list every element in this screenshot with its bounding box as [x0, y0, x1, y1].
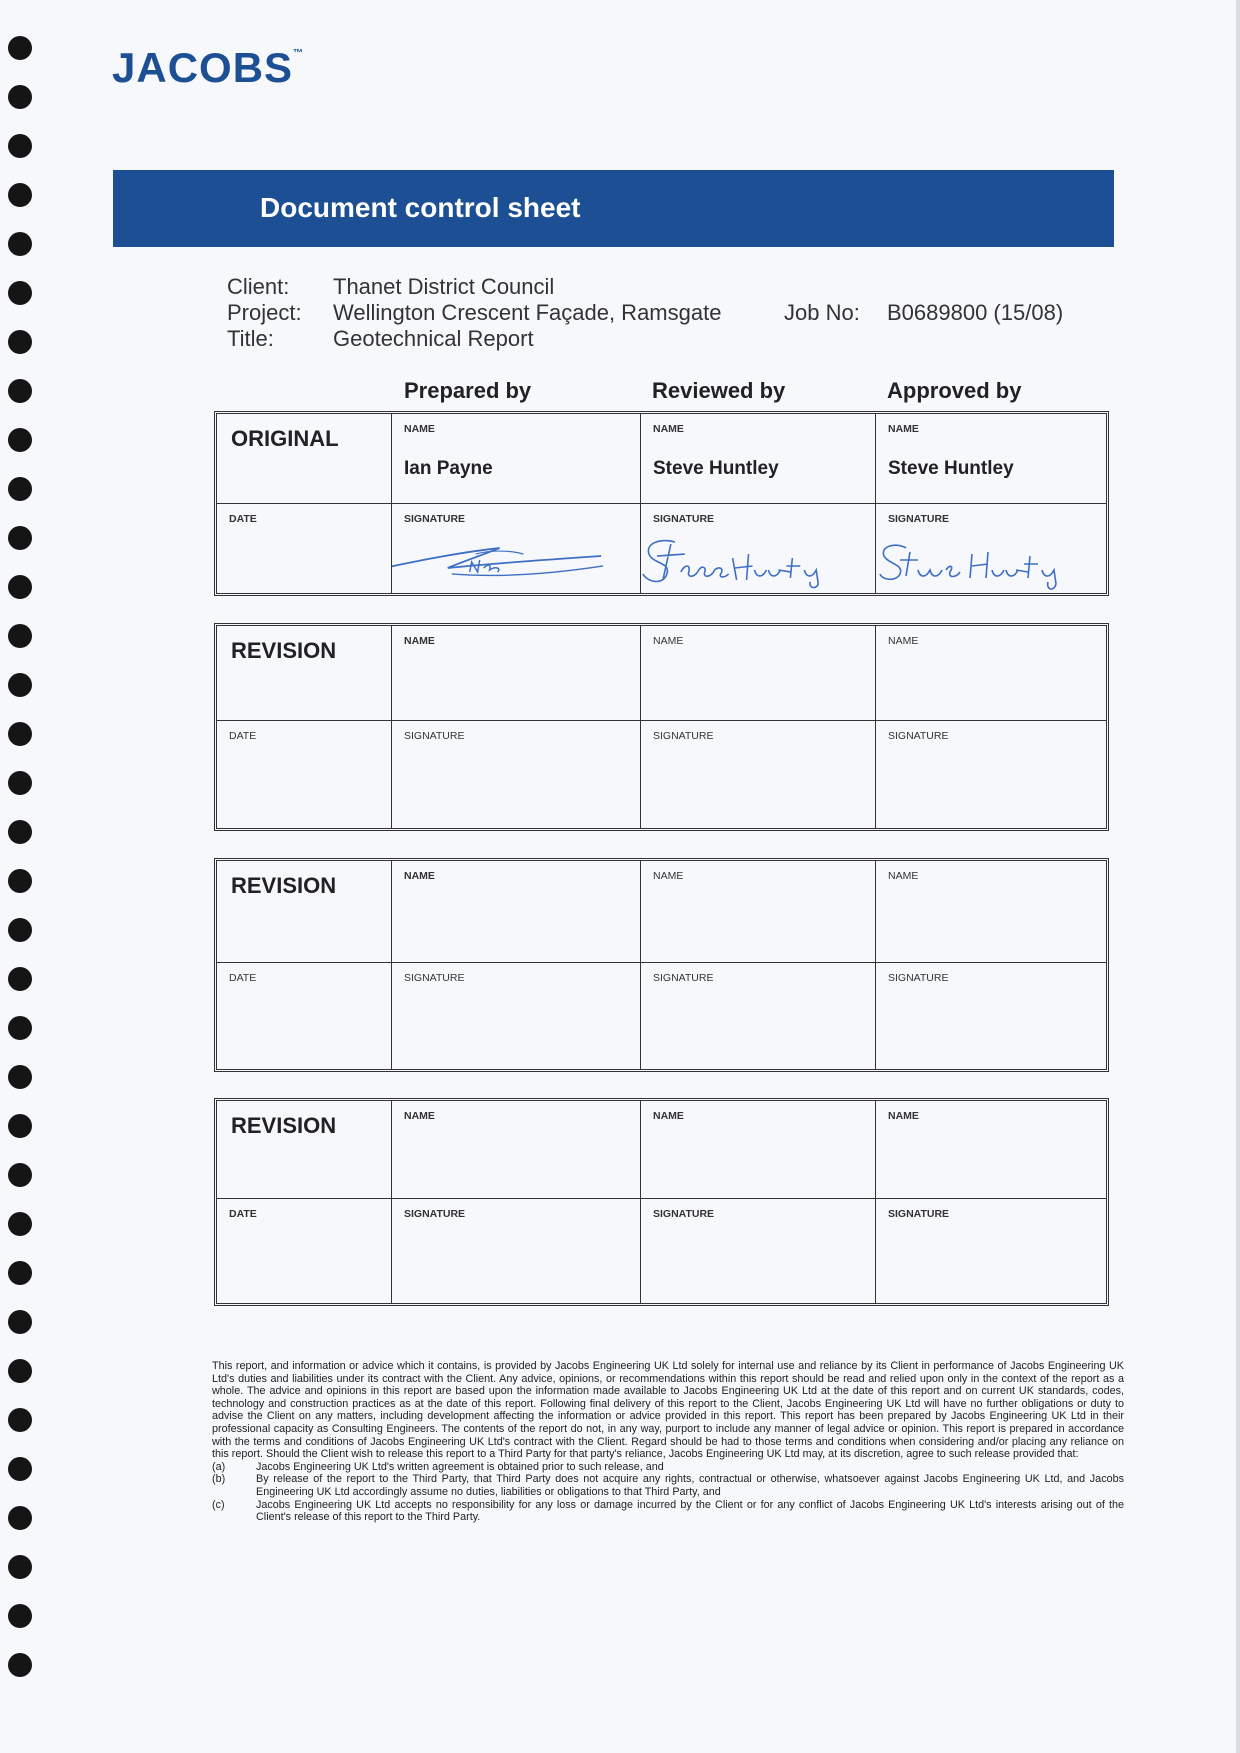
signature-label: SIGNATURE: [888, 730, 949, 742]
original-name-row: [217, 414, 1106, 504]
binder-hole: [8, 673, 32, 697]
approved-name: Steve Huntley: [888, 458, 1014, 479]
prepared-signature: [392, 534, 640, 594]
binder-hole: [8, 575, 32, 599]
binder-hole: [8, 183, 32, 207]
revision-label: REVISION: [231, 638, 337, 663]
disclaimer-item: [212, 1473, 1124, 1498]
prepared-name-cell: [392, 861, 641, 962]
prepared-signature-cell: [392, 963, 641, 1069]
disclaimer-item-text: Jacobs Engineering UK Ltd's written agreement is obtained prior to such release, and: [256, 1460, 664, 1473]
name-label: NAME: [888, 1110, 919, 1122]
job-number-label: Job No:: [784, 300, 860, 325]
title-label: Title:: [227, 326, 274, 351]
binder-hole: [8, 1555, 32, 1579]
disclaimer-item: [212, 1461, 1124, 1474]
revision-name-row: [217, 626, 1106, 721]
binder-hole: [8, 1163, 32, 1187]
binder-hole: [8, 36, 32, 60]
signature-label: SIGNATURE: [653, 1208, 715, 1220]
name-label: NAME: [888, 635, 919, 647]
reviewed-signature-cell: [641, 721, 876, 828]
signature-label: SIGNATURE: [653, 972, 714, 984]
prepared-name-cell: [392, 1101, 641, 1198]
approved-by-header: Approved by: [887, 378, 1022, 403]
binder-hole: [8, 624, 32, 648]
original-block: [214, 411, 1109, 596]
disclaimer-item-key: (c): [212, 1498, 225, 1511]
revision-block: [214, 623, 1109, 831]
revision-name-row: [217, 1101, 1106, 1199]
reviewed-name-cell: [641, 861, 876, 962]
approved-name-cell: [876, 861, 1106, 962]
date-label: DATE: [229, 730, 257, 742]
page-title: Document control sheet: [260, 192, 581, 223]
disclaimer-item-text: By release of the report to the Third Party, that Third Party does not acquire any rights, contractual or otherwise, whatsoever against Jacobs Engineering UK Ltd, and Jacobs Engineering UK Ltd accordingly assume no duties, liabilities or obligations to that Third Party, and: [256, 1473, 1124, 1498]
binder-hole: [8, 1212, 32, 1236]
signature-label: SIGNATURE: [653, 730, 714, 742]
binder-hole: [8, 330, 32, 354]
logo-trademark: ™: [293, 48, 305, 59]
client-value: Thanet District Council: [333, 274, 555, 299]
original-signature-row: [217, 504, 1106, 593]
prepared-signature-cell: [392, 721, 641, 828]
approved-name-cell: [876, 414, 1106, 503]
reviewed-name: Steve Huntley: [653, 458, 779, 479]
logo-text: JACOBS: [112, 44, 294, 91]
name-label: NAME: [653, 635, 684, 647]
revision-block: [214, 1098, 1109, 1306]
signature-label: SIGNATURE: [404, 513, 466, 525]
revision-label-cell: [217, 1101, 392, 1198]
binder-hole: [8, 967, 32, 991]
reviewed-signature: [641, 534, 875, 594]
binder-hole: [8, 1261, 32, 1285]
binder-hole: [8, 1604, 32, 1628]
prepared-name-cell: [392, 414, 641, 503]
binder-hole: [8, 428, 32, 452]
disclaimer-item-text: Jacobs Engineering UK Ltd accepts no responsibility for any loss or damage incurred by the Client or for any conflict of Jacobs Engineering UK Ltd's interests arising out of the Client's release of this report to the Third Party.: [256, 1498, 1124, 1524]
disclaimer-item-key: (a): [212, 1460, 226, 1473]
signature-label: SIGNATURE: [888, 1208, 950, 1220]
revision-date-cell: [217, 1199, 392, 1303]
reviewed-signature-cell: [641, 963, 876, 1069]
binder-hole: [8, 1114, 32, 1138]
reviewed-name-cell: [641, 414, 876, 503]
date-label: DATE: [229, 972, 257, 984]
approved-signature-cell: [876, 1199, 1106, 1303]
binder-hole: [8, 1506, 32, 1530]
disclaimer-item: [212, 1499, 1124, 1524]
signature-label: SIGNATURE: [404, 730, 465, 742]
name-label: NAME: [404, 870, 435, 882]
disclaimer-item-key: (b): [212, 1473, 226, 1486]
prepared-name: Ian Payne: [404, 458, 493, 479]
original-label: ORIGINAL: [231, 426, 339, 451]
binder-hole: [8, 869, 32, 893]
binder-hole: [8, 820, 32, 844]
client-label: Client:: [227, 274, 290, 299]
title-value: Geotechnical Report: [333, 326, 534, 351]
prepared-by-header: Prepared by: [404, 378, 532, 403]
approved-name-cell: [876, 626, 1106, 720]
binder-hole: [8, 85, 32, 109]
name-label: NAME: [888, 423, 919, 435]
revision-date-cell: [217, 721, 392, 828]
binder-hole: [8, 232, 32, 256]
binder-hole: [8, 1359, 32, 1383]
disclaimer-body: This report, and information or advice which it contains, is provided by Jacobs Engineering UK Ltd solely for internal use and reliance by its Client in performance of Jacobs Engineering UK Ltd's duties and liabilities under its contract with the Client. Any advice, opinions, or recommendations within this report should be read and relied upon only in the context of the report as a whole. The advice and opinions in this report are based upon the information made available to Jacobs Engineering UK Ltd at the date of this report and on current UK standards, codes, technology and construction practices as at the date of this report. Following final delivery of this report to the Client, Jacobs Engineering UK Ltd will have no further obligations or duty to advise the Client on any matters, including development affecting the information or advice provided in this report. This report has been prepared by Jacobs Engineering UK Ltd in their professional capacity as Consulting Engineers. The contents of the report do not, in any way, purport to include any manner of legal advice or opinion. This report is prepared in accordance with the terms and conditions of Jacobs Engineering UK Ltd's contract with the Client. Regard should be had to those terms and conditions when considering and/or placing any reliance on this report. Should the Client wish to release this report to a Third Party for that party's reliance, Jacobs Engineering UK Ltd may, at its discretion, agree to such release provided that:: [212, 1360, 1124, 1461]
binder-hole: [8, 1310, 32, 1334]
revision-label: REVISION: [231, 873, 337, 898]
binder-hole: [8, 1408, 32, 1432]
original-date-cell: [217, 504, 392, 593]
binder-holes: [0, 0, 40, 1753]
revision-label-cell: [217, 861, 392, 962]
reviewed-signature-cell: [641, 1199, 876, 1303]
reviewed-signature-cell: [641, 504, 876, 593]
name-label: NAME: [404, 635, 435, 647]
binder-hole: [8, 1065, 32, 1089]
date-label: DATE: [229, 513, 257, 525]
approved-signature-cell: [876, 504, 1106, 593]
prepared-signature-cell: [392, 1199, 641, 1303]
disclaimer: [212, 1360, 1124, 1524]
signature-label: SIGNATURE: [404, 1208, 466, 1220]
approved-signature: [876, 534, 1106, 594]
signature-label: SIGNATURE: [404, 972, 465, 984]
signature-label: SIGNATURE: [888, 972, 949, 984]
reviewed-name-cell: [641, 626, 876, 720]
jacobs-logo: [112, 44, 304, 92]
date-label: DATE: [229, 1208, 257, 1220]
name-label: NAME: [888, 870, 919, 882]
revision-signature-row: [217, 721, 1106, 828]
title-banner: [113, 170, 1114, 247]
job-number-value: B0689800 (15/08): [887, 300, 1064, 325]
signature-label: SIGNATURE: [888, 513, 950, 525]
original-label-cell: [217, 414, 392, 503]
name-label: NAME: [653, 423, 684, 435]
name-label: NAME: [404, 1110, 435, 1122]
project-label: Project:: [227, 300, 302, 325]
approved-signature-cell: [876, 963, 1106, 1069]
reviewed-by-header: Reviewed by: [652, 378, 786, 403]
signature-label: SIGNATURE: [653, 513, 715, 525]
revision-label-cell: [217, 626, 392, 720]
approved-name-cell: [876, 1101, 1106, 1198]
revision-label: REVISION: [231, 1113, 337, 1138]
binder-hole: [8, 526, 32, 550]
project-value: Wellington Crescent Façade, Ramsgate: [333, 300, 722, 325]
binder-hole: [8, 1653, 32, 1677]
reviewed-name-cell: [641, 1101, 876, 1198]
binder-hole: [8, 281, 32, 305]
prepared-name-cell: [392, 626, 641, 720]
revision-signature-row: [217, 1199, 1106, 1303]
revision-name-row: [217, 861, 1106, 963]
binder-hole: [8, 722, 32, 746]
prepared-signature-cell: [392, 504, 641, 593]
revision-block: [214, 858, 1109, 1072]
name-label: NAME: [653, 1110, 684, 1122]
name-label: NAME: [653, 870, 684, 882]
binder-hole: [8, 771, 32, 795]
binder-hole: [8, 477, 32, 501]
revision-date-cell: [217, 963, 392, 1069]
binder-hole: [8, 1457, 32, 1481]
page-edge: [1236, 0, 1240, 1753]
revision-signature-row: [217, 963, 1106, 1069]
binder-hole: [8, 1016, 32, 1040]
name-label: NAME: [404, 423, 435, 435]
approved-signature-cell: [876, 721, 1106, 828]
binder-hole: [8, 918, 32, 942]
binder-hole: [8, 379, 32, 403]
binder-hole: [8, 134, 32, 158]
